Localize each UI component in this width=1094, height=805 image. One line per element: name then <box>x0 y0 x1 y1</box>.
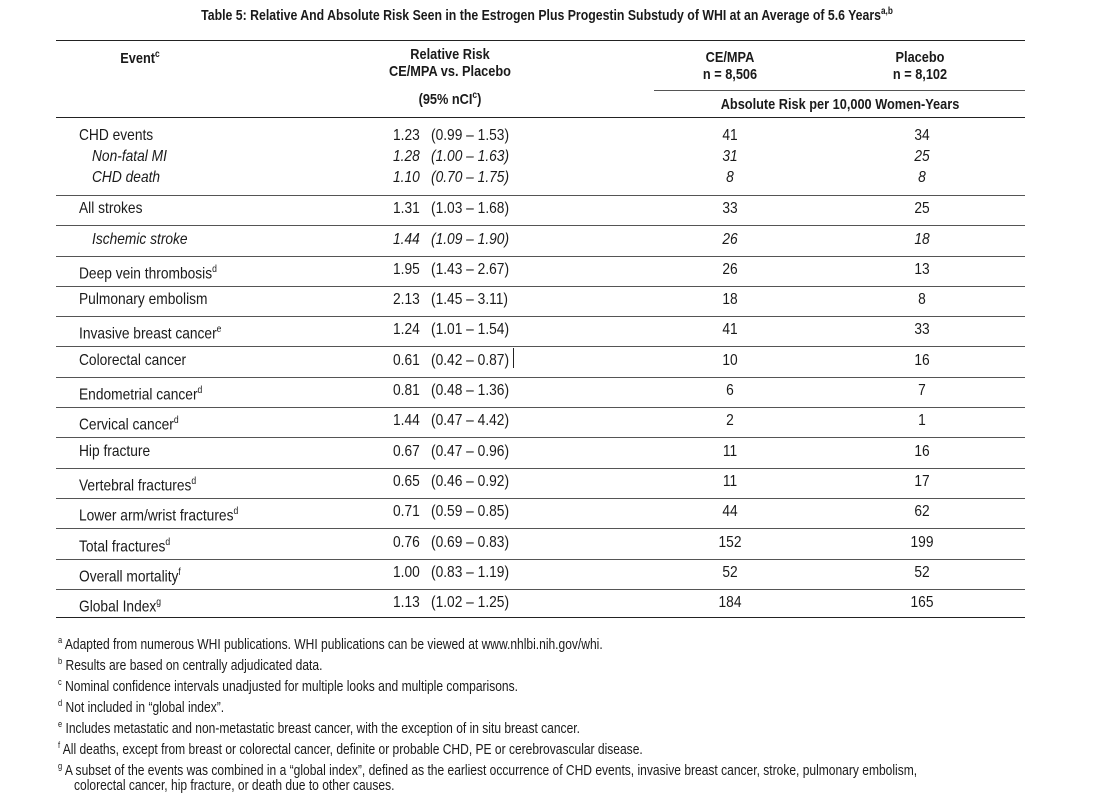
row-confidence-interval: (0.69 – 0.83) <box>431 534 510 551</box>
row-event-label: Endometrial cancer$^d$ <box>79 385 203 404</box>
row-placebo-value: 62 <box>914 503 930 520</box>
header-cempa: CE/MPA n = 8,506 <box>702 49 758 83</box>
footnote: $^b$ Results are based on centrally adjudicated data. <box>58 656 323 674</box>
row-cempa-value: 26 <box>722 231 738 248</box>
row-confidence-interval: (0.83 – 1.19) <box>431 564 510 581</box>
row-relative-risk: 1.24 <box>393 321 420 338</box>
row-confidence-interval: (0.47 – 0.96) <box>431 443 510 460</box>
row-placebo-value: 8 <box>918 291 926 308</box>
row-placebo-value: 199 <box>910 534 934 551</box>
row-relative-risk: 2.13 <box>393 291 420 308</box>
row-placebo-value: 25 <box>914 148 930 165</box>
row-relative-risk: 0.76 <box>393 534 420 551</box>
header-absolute-risk: Absolute Risk per 10,000 Women-Years <box>720 96 960 113</box>
row-event-label: CHD events <box>79 127 154 144</box>
footnote: $^c$ Nominal confidence intervals unadjusted for multiple looks and multiple comparisons. <box>58 677 518 695</box>
row-event-label: Ischemic stroke <box>92 231 188 248</box>
row-confidence-interval: (1.43 – 2.67) <box>431 261 510 278</box>
row-separator <box>56 468 1025 469</box>
row-cempa-value: 2 <box>726 412 734 429</box>
row-cempa-value: 44 <box>722 503 738 520</box>
row-separator <box>56 617 1025 618</box>
row-separator <box>56 316 1025 317</box>
row-relative-risk: 1.31 <box>393 200 420 217</box>
row-confidence-interval: (0.48 – 1.36) <box>431 382 510 399</box>
row-placebo-value: 16 <box>914 443 930 460</box>
row-placebo-value: 13 <box>914 261 930 278</box>
row-event-label: Hip fracture <box>79 443 151 460</box>
footnote: $^g$ A subset of the events was combined in a “global index”, defined as the earliest occurrence of CHD events, invasive breast cancer, stroke, pulmonary embolism, <box>58 761 918 779</box>
row-relative-risk: 1.44 <box>393 412 420 429</box>
top-rule <box>56 40 1025 41</box>
row-confidence-interval: (1.45 – 3.11) <box>431 291 509 308</box>
row-cempa-value: 8 <box>726 169 734 186</box>
row-cempa-value: 11 <box>722 443 738 460</box>
row-separator <box>56 407 1025 408</box>
row-confidence-interval: (1.00 – 1.63) <box>431 148 510 165</box>
footnote: $^f$ All deaths, except from breast or colorectal cancer, definite or probable CHD, PE or cerebrovascular disease. <box>58 740 643 758</box>
row-separator <box>56 256 1025 257</box>
row-relative-risk: 1.28 <box>393 148 420 165</box>
row-event-label: Deep vein thrombosis$^d$ <box>79 264 217 283</box>
row-placebo-value: 8 <box>918 169 926 186</box>
text-cursor <box>513 348 514 368</box>
row-confidence-interval: (1.01 – 1.54) <box>431 321 510 338</box>
row-separator <box>56 528 1025 529</box>
row-separator <box>56 589 1025 590</box>
row-confidence-interval: (0.59 – 0.85) <box>431 503 510 520</box>
row-confidence-interval: (0.99 – 1.53) <box>431 127 510 144</box>
row-event-label: Non-fatal MI <box>92 148 167 165</box>
row-event-label: Overall mortality$^f$ <box>79 567 181 586</box>
row-confidence-interval: (0.47 – 4.42) <box>431 412 510 429</box>
row-placebo-value: 34 <box>914 127 930 144</box>
row-cempa-value: 52 <box>722 564 738 581</box>
row-placebo-value: 16 <box>914 352 930 369</box>
row-relative-risk: 1.44 <box>393 231 420 248</box>
row-event-label: Colorectal cancer <box>79 352 187 369</box>
row-separator <box>56 195 1025 196</box>
row-separator <box>56 225 1025 226</box>
header-event: Event$^c$ <box>120 49 160 67</box>
row-confidence-interval: (1.03 – 1.68) <box>431 200 510 217</box>
absolute-header-rule <box>654 90 1025 91</box>
row-placebo-value: 17 <box>914 473 930 490</box>
row-relative-risk: 0.61 <box>393 352 420 369</box>
row-cempa-value: 6 <box>726 382 734 399</box>
row-event-label: Cervical cancer$^d$ <box>79 415 179 434</box>
row-cempa-value: 41 <box>722 127 738 144</box>
footnote: colorectal cancer, hip fracture, or death due to other causes. <box>74 778 395 794</box>
row-cempa-value: 33 <box>722 200 738 217</box>
row-event-label: Lower arm/wrist fractures$^d$ <box>79 506 239 525</box>
row-confidence-interval: (0.70 – 1.75) <box>431 169 510 186</box>
row-separator <box>56 559 1025 560</box>
row-event-label: Invasive breast cancer$^e$ <box>79 324 222 343</box>
row-placebo-value: 25 <box>914 200 930 217</box>
row-relative-risk: 0.81 <box>393 382 420 399</box>
header-placebo: Placebo n = 8,102 <box>892 49 948 83</box>
row-relative-risk: 1.95 <box>393 261 420 278</box>
row-placebo-value: 165 <box>910 594 934 611</box>
row-placebo-value: 52 <box>914 564 930 581</box>
row-confidence-interval: (0.42 – 0.87) <box>431 352 510 369</box>
row-placebo-value: 1 <box>918 412 926 429</box>
row-cempa-value: 26 <box>722 261 738 278</box>
row-placebo-value: 33 <box>914 321 930 338</box>
row-relative-risk: 1.10 <box>393 169 420 186</box>
row-confidence-interval: (1.02 – 1.25) <box>431 594 510 611</box>
footnote: $^a$ Adapted from numerous WHI publications. WHI publications can be viewed at www.nhlbi.nih.gov/whi. <box>58 635 603 653</box>
row-cempa-value: 10 <box>722 352 738 369</box>
header-relative-risk: Relative Risk CE/MPA vs. Placebo (95% nCI$^c$) <box>389 46 511 108</box>
row-relative-risk: 1.13 <box>393 594 420 611</box>
row-cempa-value: 18 <box>722 291 738 308</box>
row-confidence-interval: (0.46 – 0.92) <box>431 473 510 490</box>
row-separator <box>56 286 1025 287</box>
row-event-label: Pulmonary embolism <box>79 291 208 308</box>
row-placebo-value: 7 <box>918 382 926 399</box>
row-relative-risk: 0.67 <box>393 443 420 460</box>
row-event-label: All strokes <box>79 200 143 217</box>
row-separator <box>56 498 1025 499</box>
row-cempa-value: 41 <box>722 321 738 338</box>
header-bottom-rule <box>56 117 1025 118</box>
row-event-label: Global Index$^g$ <box>79 597 162 616</box>
row-cempa-value: 184 <box>718 594 742 611</box>
row-separator <box>56 437 1025 438</box>
row-relative-risk: 0.71 <box>393 503 420 520</box>
row-cempa-value: 31 <box>722 148 738 165</box>
row-event-label: Total fractures$^d$ <box>79 537 171 556</box>
row-cempa-value: 152 <box>718 534 742 551</box>
footnote: $^d$ Not included in “global index”. <box>58 698 225 716</box>
row-confidence-interval: (1.09 – 1.90) <box>431 231 510 248</box>
row-relative-risk: 1.23 <box>393 127 420 144</box>
footnote: $^e$ Includes metastatic and non-metastatic breast cancer, with the exception of in situ breast cancer. <box>58 719 580 737</box>
row-cempa-value: 11 <box>722 473 738 490</box>
table-title: Table 5: Relative And Absolute Risk Seen in the Estrogen Plus Progestin Substudy of WHI at an Average of 5.6 Years$^{a,b}$ <box>201 6 893 24</box>
row-event-label: Vertebral fractures$^d$ <box>79 476 197 495</box>
row-separator <box>56 377 1025 378</box>
row-relative-risk: 0.65 <box>393 473 420 490</box>
row-event-label: CHD death <box>92 169 161 186</box>
row-relative-risk: 1.00 <box>393 564 420 581</box>
row-placebo-value: 18 <box>914 231 930 248</box>
row-separator <box>56 346 1025 347</box>
